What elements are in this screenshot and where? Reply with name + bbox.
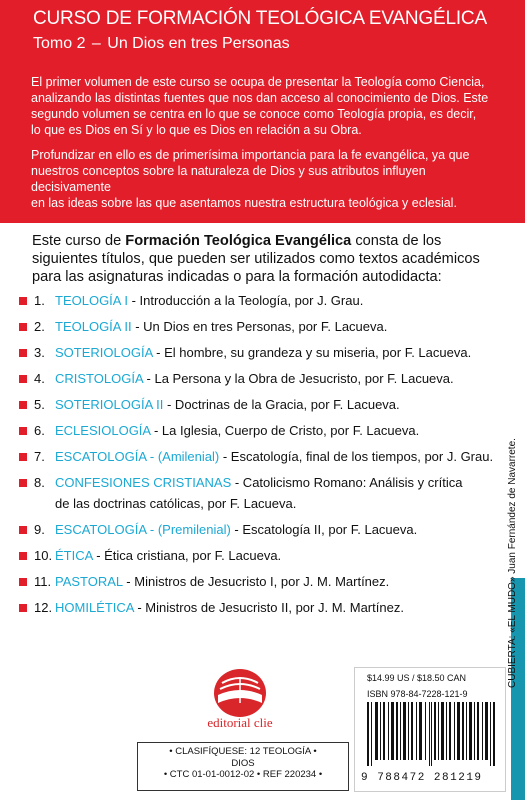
item-subject: SOTERIOLOGÍA: [55, 345, 153, 360]
item-text: [55, 548, 281, 563]
bullet-square-icon: [19, 604, 27, 612]
description-line: nuestros conceptos sobre la naturaleza de Dios y sus atributos influyen decisivamente: [31, 164, 426, 194]
item-desc: - Escatología, final de los tiempos, por J. Grau.: [219, 449, 494, 464]
item-desc: - Un Dios en tres Personas, por F. Lacueva.: [131, 319, 388, 334]
item-number: 8.: [34, 475, 45, 490]
barcode-block: [354, 667, 506, 792]
item-subject: TEOLOGÍA I: [55, 293, 128, 308]
classification-box: [137, 742, 349, 791]
bullet-square-icon: [19, 297, 27, 305]
item-subject: SOTERIOLOGÍA II: [55, 397, 164, 412]
bullet-square-icon: [19, 323, 27, 331]
description-line: segundo volumen se centra en lo que se conoce como Teología propia, es decir,: [31, 107, 477, 121]
item-number: 9.: [34, 522, 45, 537]
item-subject: PASTORAL: [55, 574, 123, 589]
list-item-continuation: de las doctrinas católicas, por F. Lacueva.: [55, 496, 297, 511]
intro-course-name: Formación Teológica Evangélica: [125, 233, 352, 249]
item-desc: - Ministros de Jesucristo II, por J. M. Martínez.: [133, 600, 404, 615]
barcode-icon: [367, 702, 495, 766]
item-number: 12.: [34, 600, 53, 615]
classification-line: • CTC 01-01-0012-02 • REF 220234 •: [163, 769, 323, 780]
item-number: 11.: [34, 574, 52, 589]
bullet-square-icon: [19, 526, 27, 534]
volume-title: [33, 35, 290, 53]
barcode-digits: 9 788472 281219: [361, 772, 483, 784]
item-text: [55, 319, 387, 334]
item-text: [55, 600, 404, 615]
item-subject: ECLESIOLOGÍA: [55, 423, 151, 438]
description-line: en las ideas sobre las que asentamos nuestra estructura teológica y eclesial.: [31, 196, 457, 210]
item-number: 3.: [34, 345, 45, 360]
item-text: [55, 371, 454, 386]
bullet-square-icon: [19, 453, 27, 461]
cover-credit: CUBIERTA: «EL MUDO» Juan Fernández de Navarrete.: [507, 438, 518, 688]
description-paragraph-2: [31, 147, 501, 211]
item-number: 10.: [34, 548, 53, 563]
item-desc: - Catolicismo Romano: Análisis y crítica: [231, 475, 463, 490]
item-desc: - Ministros de Jesucristo I, por J. M. Martínez.: [122, 574, 390, 589]
description-line: lo que es Dios en Sí y lo que es Dios en relación a su Obra.: [31, 123, 362, 137]
item-number: 7.: [34, 449, 45, 464]
volume-name: Un Dios en tres Personas: [107, 35, 290, 52]
isbn-label: ISBN 978-84-7228-121-9: [367, 689, 468, 699]
volume-number: Tomo 2: [33, 35, 86, 52]
bullet-square-icon: [19, 375, 27, 383]
item-desc: - El hombre, su grandeza y su miseria, por F. Lacueva.: [152, 345, 472, 360]
description-line: Profundizar en ello es de primerísima importancia para la fe evangélica, ya que: [31, 148, 470, 162]
item-number: 1.: [34, 293, 45, 308]
item-text: [55, 397, 400, 412]
item-text: [55, 574, 389, 589]
bullet-square-icon: [19, 427, 27, 435]
item-text: [55, 293, 363, 308]
item-text: [55, 345, 471, 360]
item-subject: TEOLOGÍA II: [55, 319, 132, 334]
item-text: [55, 475, 462, 490]
item-text: [55, 522, 417, 537]
item-desc: - Ética cristiana, por F. Lacueva.: [92, 548, 282, 563]
bullet-square-icon: [19, 479, 27, 487]
item-subject: ÉTICA: [55, 548, 93, 563]
item-subject: HOMILÉTICA: [55, 600, 134, 615]
item-desc: - Escatología II, por F. Lacueva.: [230, 522, 418, 537]
item-desc: - La Iglesia, Cuerpo de Cristo, por F. Lacueva.: [150, 423, 420, 438]
item-number: 4.: [34, 371, 45, 386]
item-number: 5.: [34, 397, 45, 412]
bullet-square-icon: [19, 552, 27, 560]
item-subject: CONFESIONES CRISTIANAS: [55, 475, 232, 490]
classification-line: DIOS: [231, 757, 255, 769]
course-intro: [32, 232, 502, 286]
item-number: 2.: [34, 319, 45, 334]
item-text: [55, 423, 419, 438]
description-paragraph-1: [31, 74, 501, 138]
series-title: CURSO DE FORMACIÓN TEOLÓGICA EVANGÉLICA: [33, 8, 487, 29]
classification-line: • CLASIFÍQUESE: 12 TEOLOGÍA •: [169, 746, 317, 757]
item-subject: CRISTOLOGÍA: [55, 371, 143, 386]
volume-dash: –: [91, 35, 101, 52]
bullet-square-icon: [19, 578, 27, 586]
publisher-name: editorial clie: [207, 715, 273, 730]
item-subject: ESCATOLOGÍA - (Amilenial): [55, 449, 220, 464]
red-header-band: [0, 0, 525, 223]
bullet-square-icon: [19, 401, 27, 409]
item-desc: - La Persona y la Obra de Jesucristo, por F. Lacueva.: [142, 371, 454, 386]
intro-text: Este curso de: [32, 233, 126, 249]
description-line: analizando las distintas fuentes que nos dan acceso al conocimiento de Dios. Este: [31, 91, 489, 105]
item-desc: - Doctrinas de la Gracia, por F. Lacueva.: [163, 397, 400, 412]
item-subject: ESCATOLOGÍA - (Premilenial): [55, 522, 231, 537]
intro-text: consta de los siguientes títulos, que pueden ser utilizados como textos académicos para las asignaturas indicadas o para la formación autodidacta:: [32, 233, 480, 285]
item-desc: - Introducción a la Teología, por J. Grau.: [127, 293, 364, 308]
description-line: El primer volumen de este curso se ocupa de presentar la Teología como Ciencia,: [31, 75, 485, 89]
bullet-square-icon: [19, 349, 27, 357]
item-text: [55, 449, 493, 464]
item-number: 6.: [34, 423, 45, 438]
price-label: $14.99 US / $18.50 CAN: [367, 673, 467, 683]
